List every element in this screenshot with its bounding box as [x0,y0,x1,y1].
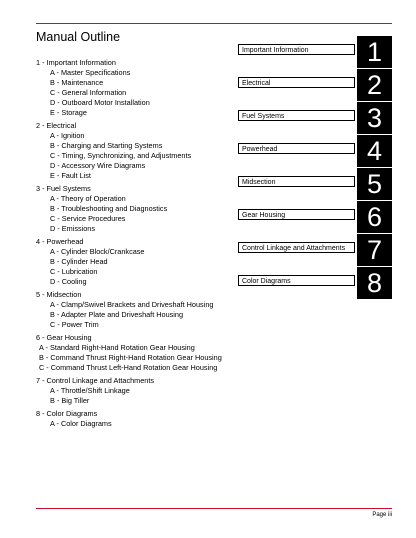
tab-number: 4 [357,135,392,167]
section-item[interactable]: A - Ignition [50,131,85,140]
outline-section-2 [36,121,236,181]
section-heading[interactable]: 4 - Powerhead [36,237,84,246]
section-item[interactable]: B - Charging and Starting Systems [50,141,163,150]
tab-number: 7 [357,234,392,266]
section-item[interactable]: B - Cylinder Head [50,257,108,266]
section-item[interactable]: A - Throttle/Shift Linkage [50,386,130,395]
tab-powerhead[interactable] [238,135,392,167]
section-item[interactable]: B - Adapter Plate and Driveshaft Housing [50,310,184,319]
tab-control-linkage[interactable] [238,234,392,266]
section-heading[interactable]: 7 - Control Linkage and Attachments [36,376,155,385]
section-item[interactable]: C - Lubrication [50,267,98,276]
tab-midsection[interactable] [238,168,392,200]
section-item[interactable]: B - Big Tiller [50,396,90,405]
section-item[interactable]: D - Outboard Motor Installation [50,98,150,107]
outline-section-7 [36,376,236,406]
tab-label: Control Linkage and Attachments [238,242,355,253]
section-item[interactable]: A - Clamp/Swivel Brackets and Driveshaft Housing [50,300,214,309]
tab-number: 3 [357,102,392,134]
outline-section-8 [36,409,236,429]
tab-electrical[interactable] [238,69,392,101]
tab-label: Gear Housing [238,209,355,220]
tab-color-diagrams[interactable] [238,267,392,299]
section-heading[interactable]: 1 - Important Information [36,58,116,67]
section-item[interactable]: B - Command Thrust Right-Hand Rotation Gear Housing [39,353,222,362]
section-heading[interactable]: 2 - Electrical [36,121,77,130]
tab-label: Powerhead [238,143,355,154]
tab-label: Important Information [238,44,355,55]
section-item[interactable]: C - Timing, Synchronizing, and Adjustments [50,151,192,160]
footer-rule [36,508,392,509]
outline-list [36,58,236,432]
tab-label: Color Diagrams [238,275,355,286]
outline-section-1 [36,58,236,118]
tab-important-information[interactable] [238,36,392,68]
section-item[interactable]: A - Theory of Operation [50,194,126,203]
outline-section-6 [36,333,236,373]
tab-label: Electrical [238,77,355,88]
section-item[interactable]: D - Accessory Wire Diagrams [50,161,146,170]
section-item[interactable]: C - General Information [50,88,127,97]
outline-section-3 [36,184,236,234]
page-number: Page iii [372,512,392,518]
section-heading[interactable]: 3 - Fuel Systems [36,184,91,193]
section-item[interactable]: B - Maintenance [50,78,104,87]
section-item[interactable]: E - Fault List [50,171,91,180]
section-item[interactable]: A - Cylinder Block/Crankcase [50,247,145,256]
section-item[interactable]: A - Standard Right-Hand Rotation Gear Housing [39,343,195,352]
tab-label: Midsection [238,176,355,187]
outline-section-5 [36,290,236,330]
section-heading[interactable]: 5 - Midsection [36,290,82,299]
section-item[interactable]: A - Master Specifications [50,68,131,77]
header-rule [36,23,392,24]
section-heading[interactable]: 6 - Gear Housing [36,333,92,342]
tab-label: Fuel Systems [238,110,355,121]
tab-number: 1 [357,36,392,68]
section-item[interactable]: A - Color Diagrams [50,419,112,428]
tab-fuel-systems[interactable] [238,102,392,134]
section-item[interactable]: C - Command Thrust Left-Hand Rotation Gear Housing [39,363,218,372]
tab-number: 5 [357,168,392,200]
section-item[interactable]: E - Storage [50,108,87,117]
section-item[interactable]: D - Cooling [50,277,87,286]
outline-section-4 [36,237,236,287]
tab-number: 2 [357,69,392,101]
tab-gear-housing[interactable] [238,201,392,233]
tab-number: 6 [357,201,392,233]
tab-number: 8 [357,267,392,299]
page-title: Manual Outline [36,30,121,44]
section-item[interactable]: D - Emissions [50,224,96,233]
section-item[interactable]: B - Troubleshooting and Diagnostics [50,204,168,213]
section-item[interactable]: C - Power Trim [50,320,99,329]
section-heading[interactable]: 8 - Color Diagrams [36,409,98,418]
section-item[interactable]: C - Service Procedures [50,214,126,223]
